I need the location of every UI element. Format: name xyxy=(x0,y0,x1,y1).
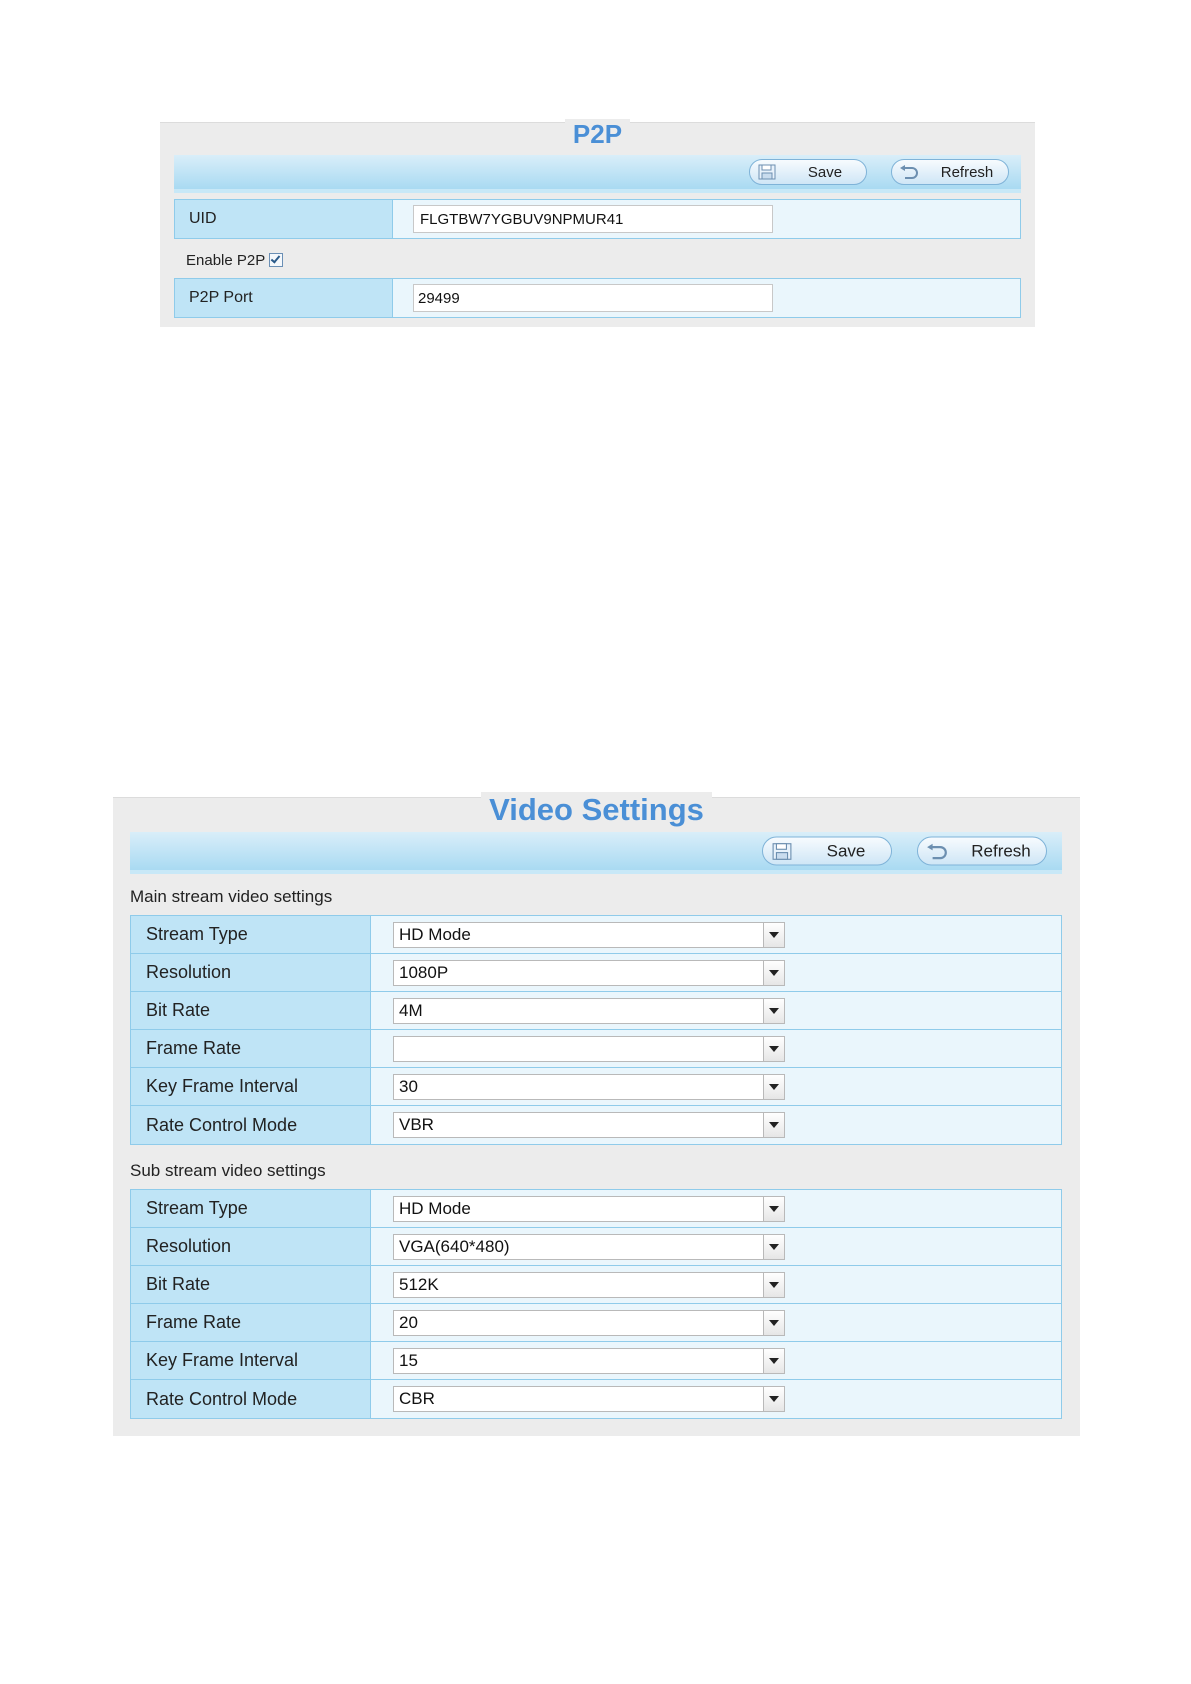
video-settings-title-text: Video Settings xyxy=(481,792,712,827)
sub-stream-select-value: CBR xyxy=(399,1389,435,1408)
sub-stream-label-rate-control-mode xyxy=(131,1380,371,1418)
sub-stream-value-cell xyxy=(371,1342,785,1379)
main-stream-select-value: VBR xyxy=(399,1115,434,1134)
enable-p2p-checkbox[interactable] xyxy=(269,253,283,267)
sub-stream-row-bit-rate xyxy=(131,1266,1061,1304)
p2p-port-label xyxy=(175,279,393,317)
sub-stream-select-value: 512K xyxy=(399,1274,439,1294)
main-stream-label-text: Key Frame Interval xyxy=(146,1076,299,1096)
dropdown-arrow-icon[interactable] xyxy=(763,1387,784,1411)
main-stream-label-text: Bit Rate xyxy=(146,1000,211,1020)
p2p-toolbar xyxy=(174,155,1021,193)
main-stream-label-bit-rate xyxy=(131,992,371,1029)
sub-stream-label-text: Bit Rate xyxy=(146,1274,211,1294)
sub-stream-select-bit-rate[interactable] xyxy=(393,1272,785,1298)
main-stream-row-bit-rate xyxy=(131,992,1061,1030)
main-stream-select-bit-rate[interactable] xyxy=(393,998,785,1024)
sub-stream-label-frame-rate xyxy=(131,1304,371,1341)
enable-p2p-label: Enable P2P xyxy=(186,251,266,269)
sub-stream-select-value: 15 xyxy=(399,1350,418,1370)
dropdown-arrow-icon[interactable] xyxy=(763,1075,784,1099)
dropdown-arrow-icon[interactable] xyxy=(763,1197,784,1221)
main-stream-label-stream-type xyxy=(131,916,371,953)
dropdown-arrow-icon[interactable] xyxy=(763,1235,784,1259)
main-stream-label-text: Stream Type xyxy=(146,924,248,944)
p2p-port-row xyxy=(174,278,1021,318)
dropdown-arrow-icon[interactable] xyxy=(763,1037,784,1061)
dropdown-arrow-icon[interactable] xyxy=(763,961,784,985)
sub-stream-label-text: Key Frame Interval xyxy=(146,1350,299,1370)
sub-stream-value-cell xyxy=(371,1190,785,1227)
p2p-port-label-text: P2P Port xyxy=(189,289,253,306)
p2p-save-button[interactable] xyxy=(749,159,867,185)
sub-stream-value-cell xyxy=(371,1228,785,1265)
sub-stream-heading: Sub stream video settings xyxy=(130,1161,326,1180)
sub-stream-label-key-frame-interval xyxy=(131,1342,371,1379)
p2p-refresh-button[interactable] xyxy=(891,159,1009,185)
main-stream-select-value: 30 xyxy=(399,1076,418,1096)
main-stream-value-cell xyxy=(371,1030,785,1067)
main-stream-select-rate-control-mode[interactable] xyxy=(393,1112,785,1138)
sub-stream-row-stream-type xyxy=(131,1190,1061,1228)
p2p-save-label: Save xyxy=(807,163,843,181)
dropdown-arrow-icon[interactable] xyxy=(763,1113,784,1137)
sub-stream-select-rate-control-mode[interactable] xyxy=(393,1386,785,1412)
main-stream-select-value: 1080P xyxy=(399,962,449,982)
main-stream-table xyxy=(130,915,1062,1145)
dropdown-arrow-icon[interactable] xyxy=(763,999,784,1023)
video-refresh-label: Refresh xyxy=(971,841,1031,860)
main-stream-value-cell xyxy=(371,992,785,1029)
main-stream-select-value: 4M xyxy=(399,1000,423,1020)
uid-row xyxy=(174,199,1021,239)
sub-stream-value-cell xyxy=(371,1380,785,1418)
p2p-title xyxy=(160,119,1035,150)
sub-stream-row-rate-control-mode xyxy=(131,1380,1061,1418)
floppy-disk-icon xyxy=(750,164,784,180)
sub-stream-label-text: Resolution xyxy=(146,1236,232,1256)
sub-stream-select-resolution[interactable] xyxy=(393,1234,785,1260)
sub-stream-row-frame-rate xyxy=(131,1304,1061,1342)
p2p-title-text: P2P xyxy=(565,119,630,149)
undo-arrow-icon xyxy=(892,165,926,179)
sub-stream-label-stream-type xyxy=(131,1190,371,1227)
dropdown-arrow-icon[interactable] xyxy=(763,1349,784,1373)
video-settings-panel xyxy=(113,792,1080,1436)
sub-stream-select-value: HD Mode xyxy=(399,1198,471,1218)
video-toolbar xyxy=(130,832,1062,874)
dropdown-arrow-icon[interactable] xyxy=(763,923,784,947)
sub-stream-select-value: 20 xyxy=(399,1312,418,1332)
p2p-port-input[interactable] xyxy=(413,284,773,312)
main-stream-label-text: Frame Rate xyxy=(146,1038,242,1058)
p2p-port-input-value: 29499 xyxy=(418,289,460,307)
sub-stream-label-resolution xyxy=(131,1228,371,1265)
video-save-label: Save xyxy=(826,841,866,860)
uid-value-cell xyxy=(393,200,773,238)
video-settings-title xyxy=(113,792,1080,828)
sub-stream-select-key-frame-interval[interactable] xyxy=(393,1348,785,1374)
main-stream-value-cell xyxy=(371,1106,785,1144)
sub-stream-label-text: Rate Control Mode xyxy=(146,1388,298,1409)
floppy-disk-icon xyxy=(763,842,801,860)
uid-label-text: UID xyxy=(189,210,217,227)
main-stream-label-frame-rate xyxy=(131,1030,371,1067)
undo-arrow-icon xyxy=(918,843,956,859)
video-save-button[interactable] xyxy=(762,837,892,866)
sub-stream-value-cell xyxy=(371,1304,785,1341)
main-stream-heading: Main stream video settings xyxy=(130,887,333,906)
video-refresh-button[interactable] xyxy=(917,837,1047,866)
p2p-panel xyxy=(160,119,1035,327)
sub-stream-select-stream-type[interactable] xyxy=(393,1196,785,1222)
main-stream-row-resolution xyxy=(131,954,1061,992)
sub-stream-select-value: VGA(640*480) xyxy=(399,1236,510,1256)
main-stream-value-cell xyxy=(371,954,785,991)
main-stream-row-key-frame-interval xyxy=(131,1068,1061,1106)
main-stream-label-rate-control-mode xyxy=(131,1106,371,1144)
main-stream-select-stream-type[interactable] xyxy=(393,922,785,948)
sub-stream-table xyxy=(130,1189,1062,1419)
main-stream-row-frame-rate xyxy=(131,1030,1061,1068)
main-stream-select-frame-rate[interactable] xyxy=(393,1036,785,1062)
main-stream-label-text: Resolution xyxy=(146,962,232,982)
main-stream-row-rate-control-mode xyxy=(131,1106,1061,1144)
dropdown-arrow-icon[interactable] xyxy=(763,1273,784,1297)
main-stream-label-resolution xyxy=(131,954,371,991)
enable-p2p xyxy=(186,247,283,273)
main-stream-label-key-frame-interval xyxy=(131,1068,371,1105)
sub-stream-label-text: Stream Type xyxy=(146,1198,248,1218)
uid-input[interactable] xyxy=(413,205,773,233)
sub-stream-label-text: Frame Rate xyxy=(146,1312,242,1332)
dropdown-arrow-icon[interactable] xyxy=(763,1311,784,1335)
main-stream-select-key-frame-interval[interactable] xyxy=(393,1074,785,1100)
sub-stream-select-frame-rate[interactable] xyxy=(393,1310,785,1336)
main-stream-label-text: Rate Control Mode xyxy=(146,1114,298,1135)
main-stream-row-stream-type xyxy=(131,916,1061,954)
uid-input-value: FLGTBW7YGBUV9NPMUR41 xyxy=(420,210,624,228)
main-stream-value-cell xyxy=(371,1068,785,1105)
p2p-refresh-label: Refresh xyxy=(940,163,994,181)
main-stream-value-cell xyxy=(371,916,785,953)
main-stream-select-resolution[interactable] xyxy=(393,960,785,986)
uid-label xyxy=(175,200,393,238)
sub-stream-row-resolution xyxy=(131,1228,1061,1266)
sub-stream-row-key-frame-interval xyxy=(131,1342,1061,1380)
main-stream-select-value: HD Mode xyxy=(399,924,471,944)
sub-stream-value-cell xyxy=(371,1266,785,1303)
sub-stream-label-bit-rate xyxy=(131,1266,371,1303)
p2p-port-value-cell xyxy=(393,279,773,317)
